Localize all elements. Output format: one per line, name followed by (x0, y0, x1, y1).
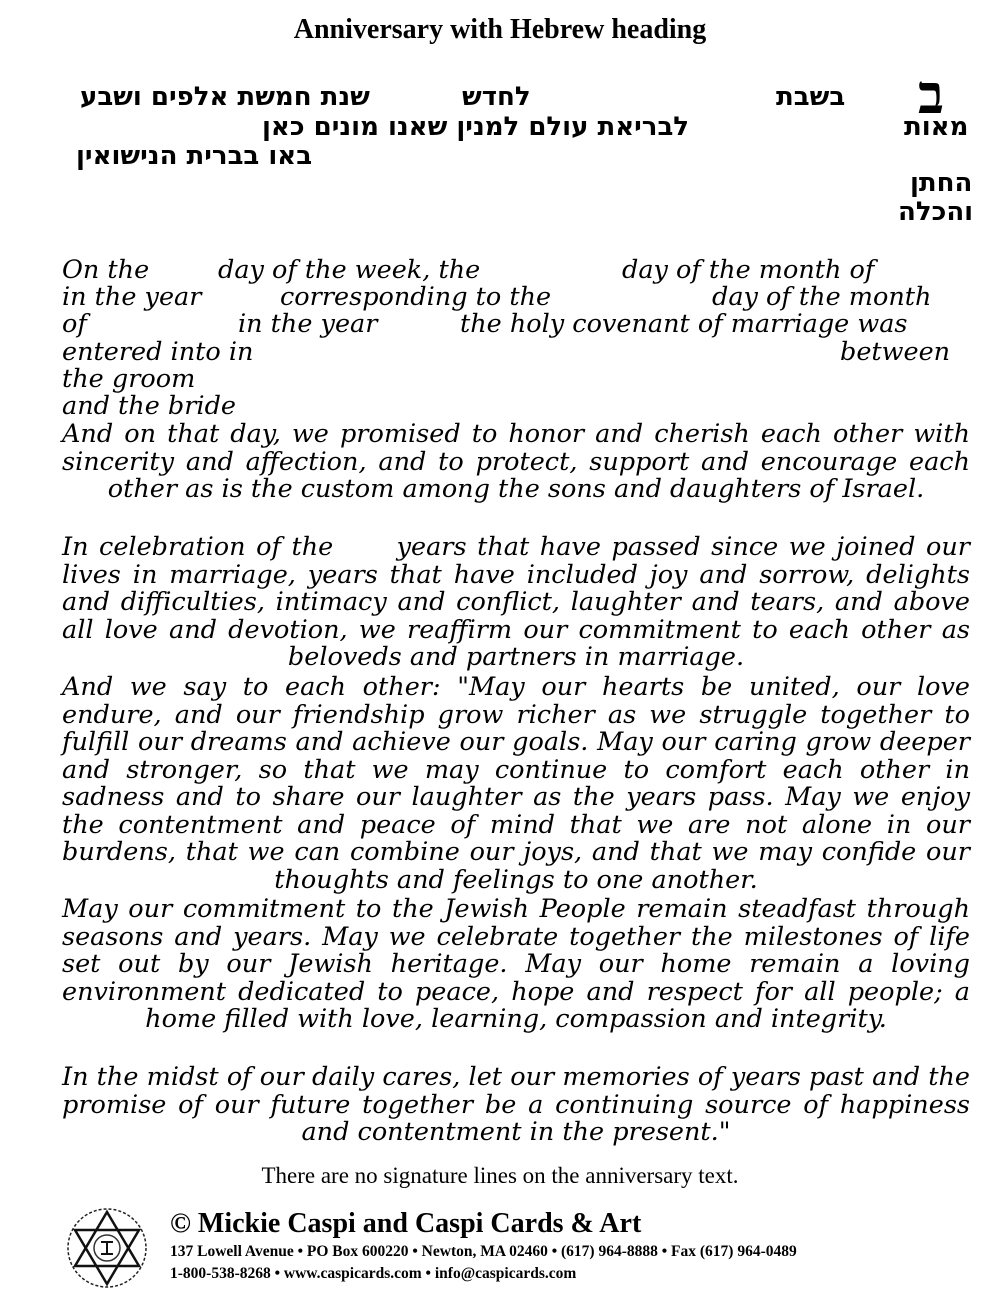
star-of-david-logo-icon (64, 1206, 150, 1295)
header-line4-b: between (840, 337, 951, 367)
paragraph-promise: And on that day, we promised to honor and cherish each other with sincerity and affection, and to protect, support and encourage each other as is the custom among the sons and daughters of Israel. (62, 419, 970, 504)
hebrew-shnat: שנת חמשת אלפים ושבע (80, 82, 370, 112)
hebrew-chatan: החתן (910, 168, 973, 198)
paragraph-celebration: In celebration of the years that have passed since we joined our lives in marriage, years that have included joy and sorrow, delights and difficulties, intimacy and conflict, laughter and tears, and above all love and devotion, we reaffirm our commitment to each other as beloveds and partners in marriage. (62, 532, 979, 672)
signature-note: There are no signature lines on the anniversary text. (261, 1163, 739, 1188)
hebrew-meot: מאות (904, 112, 969, 142)
header-line1-a: On the (62, 255, 150, 285)
hebrew-line3: באו בברית הנישואין (76, 141, 313, 171)
header-line3-a: of (62, 309, 87, 339)
header-line2-c: day of the month (712, 282, 932, 312)
header-line2-b: corresponding to the (280, 282, 552, 312)
hebrew-beshabbat: בשבת (776, 82, 846, 112)
page-title: Anniversary with Hebrew heading (293, 14, 707, 45)
copyright: © Mickie Caspi and Caspi Cards & Art (170, 1208, 642, 1239)
hebrew-line2-text: לבריאת עולם למנין שאנו מונים כאן (262, 112, 690, 142)
header-bride: and the bride (62, 391, 237, 421)
header-line3-c: the holy covenant of marriage was (460, 309, 908, 339)
contact-line: 1-800-538-8268 • www.caspicards.com • info@caspicards.com (170, 1265, 577, 1282)
paragraph-closing: In the midst of our daily cares, let our memories of years past and the promise of our future together be a continuing source of happiness and contentment in the present." (62, 1062, 970, 1147)
paragraph-commitment: May our commitment to the Jewish People remain steadfast through seasons and years. May we celebrate together the milestones of life set out by our Jewish heritage. May our home remain a loving environment dedicated to peace, hope and respect for all people; a home filled with love, learning, compassion and integrity. (62, 894, 970, 1034)
hebrew-kallah: והכלה (898, 197, 974, 227)
header-line1-b: day of the week, the (218, 255, 481, 285)
header-line4-a: entered into in (62, 337, 254, 367)
paragraph-say-to-each-other: And we say to each other: "May our hearts be united, our love endure, and our friendship grow richer as we struggle together to fulfill our dreams and achieve our goals. May our caring grow deeper and stronger, so that we may continue to comfort each other in sadness and to share our laughter as the years pass. May we enjoy the contentment and peace of mind that we are not alone in our burdens, that we can combine our joys, and that we may confide our thoughts and feelings to one another. (62, 672, 970, 895)
header-line3-b: in the year (238, 309, 378, 339)
hebrew-lachodesh: לחדש (462, 82, 531, 112)
header-line2-a: in the year (62, 282, 202, 312)
hebrew-bet-letter: ב (918, 62, 945, 126)
header-groom: the groom (62, 364, 196, 394)
address-line: 137 Lowell Avenue • PO Box 600220 • Newton, MA 02460 • (617) 964-8888 • Fax (617) 964-0489 (170, 1243, 797, 1260)
header-line1-c: day of the month of (622, 255, 875, 285)
